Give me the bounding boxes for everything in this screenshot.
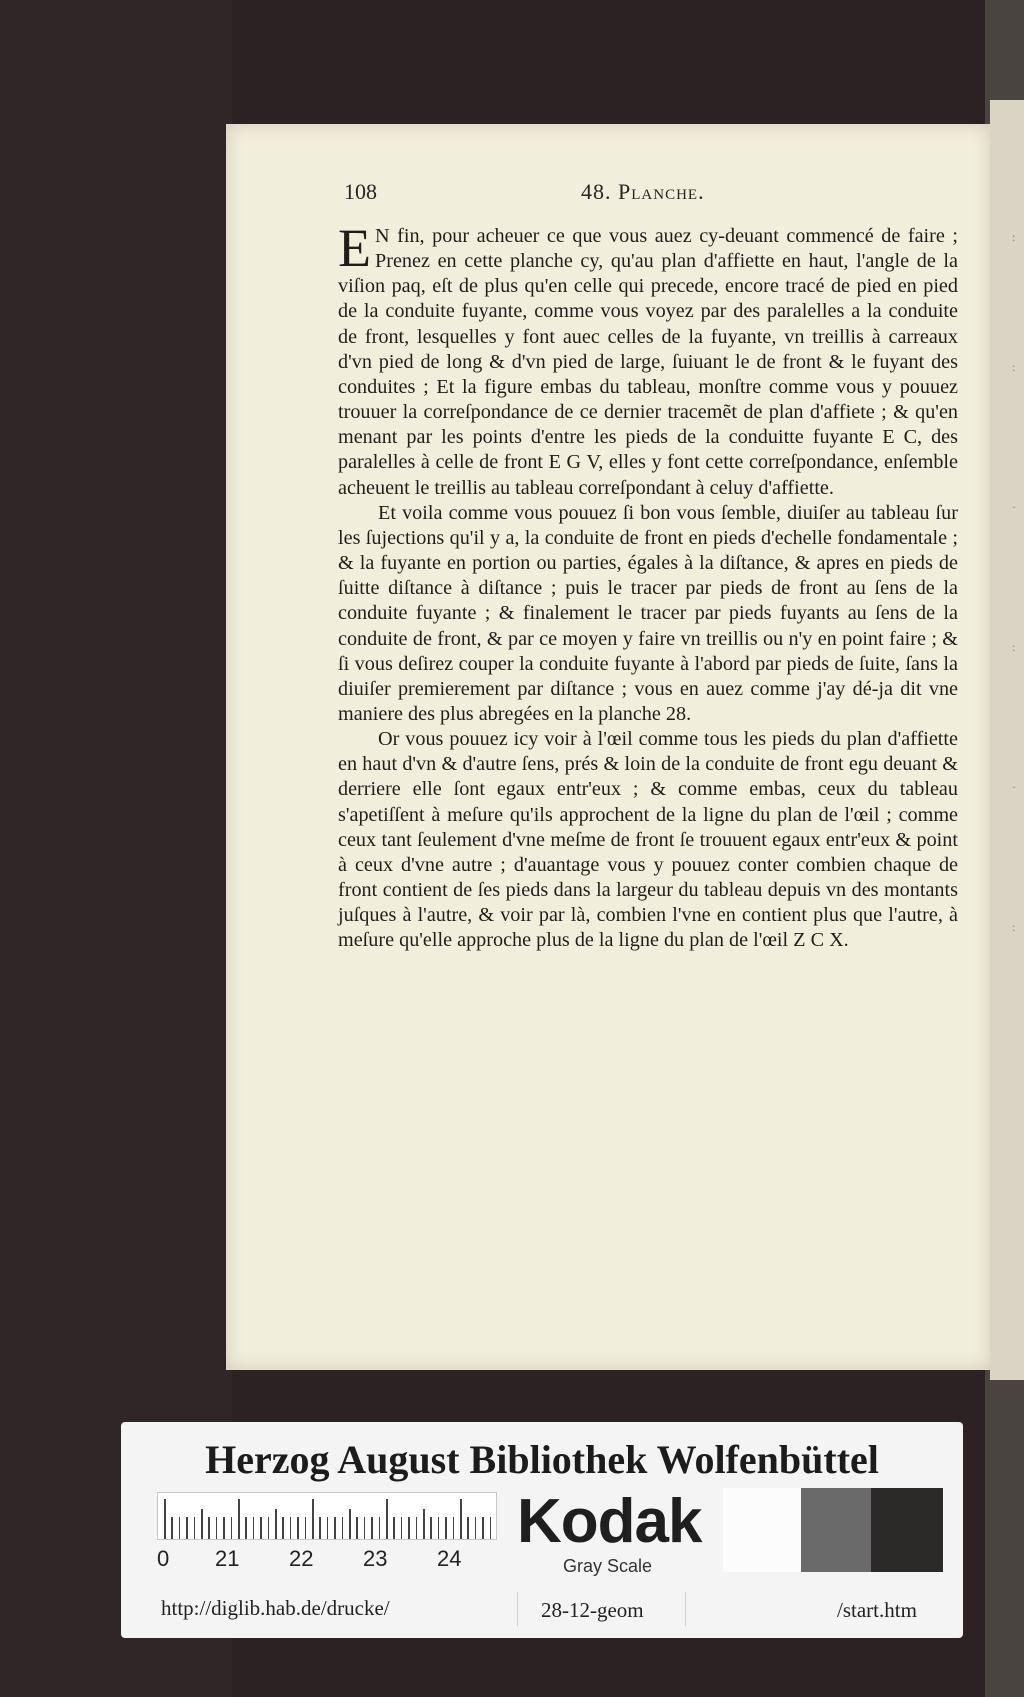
bleed-mark: :	[1012, 920, 1016, 934]
ruler-tick	[245, 1517, 247, 1539]
paragraph-1-text: N fin, pour acheuer ce que vous auez cy-deuant commencé de faire ; Prenez en cette planche cy, qu'au plan d'affiette en haut, l'angle de la viſion paq, eſt de plus qu'en celle qui precede, encore tracé de pied en pied de la conduite fuyante, comme vous voyez par des paralelles a la conduite de front, lesquelles y font auec celles de la fuyante, vn treillis à carreaux d'vn pied de long & d'vn pied de large, ſuiuant le de front & le fuyant des conduites ; Et la figure embas du tableau, monſtre comme vous y pouuez trouuer la correſpondance de ce dernier tracemẽt de plan d'affiete ; & qu'en menant par les points d'entre les pieds de la conduitte fuyante E C, des paralelles à celle de front E G V, elles y font cette correſpondance, enſemble acheuent le treillis au tableau correſpondant à celuy d'affiette.	[338, 225, 958, 499]
ruler-tick	[305, 1517, 307, 1539]
ruler-tick	[164, 1499, 166, 1539]
start-page-link[interactable]: /start.htm	[837, 1598, 917, 1622]
ruler-number: 0	[157, 1546, 170, 1571]
gray-scale-label: Gray Scale	[563, 1556, 653, 1576]
ruler-tick	[179, 1517, 181, 1539]
gray-swatch-dark	[871, 1488, 943, 1572]
ruler-tick	[297, 1517, 299, 1539]
ruler-tick	[445, 1517, 447, 1539]
ruler-tick	[290, 1517, 292, 1539]
library-name: Herzog August Bibliothek Wolfenbüttel	[205, 1437, 879, 1482]
bleed-mark: ·	[1012, 500, 1016, 514]
ruler-tick	[401, 1517, 403, 1539]
footer-divider	[685, 1592, 686, 1626]
ruler-tick	[393, 1517, 395, 1539]
ruler-tick	[460, 1499, 462, 1539]
ruler-tick	[349, 1509, 351, 1539]
bleed-mark: :	[1012, 230, 1016, 244]
ruler-numbers	[157, 1546, 497, 1574]
ruler-tick	[223, 1517, 225, 1539]
ruler-tick	[327, 1517, 329, 1539]
ruler-tick	[194, 1517, 196, 1539]
ruler-tick	[201, 1509, 203, 1539]
ruler-tick	[438, 1517, 440, 1539]
book-page	[226, 124, 990, 1370]
ruler-tick	[430, 1517, 432, 1539]
ruler-tick	[319, 1517, 321, 1539]
ruler-tick	[482, 1517, 484, 1539]
ruler-tick	[268, 1517, 270, 1539]
ruler-number: 21	[215, 1546, 240, 1571]
ruler-tick	[416, 1517, 418, 1539]
ruler-tick	[216, 1517, 218, 1539]
paragraph-1	[338, 218, 958, 501]
ruler-tick	[282, 1517, 284, 1539]
ruler-tick	[186, 1517, 188, 1539]
footer-divider	[517, 1592, 518, 1626]
ruler-tick	[371, 1517, 373, 1539]
ruler-tick	[379, 1517, 381, 1539]
ruler-number: 24	[437, 1546, 462, 1571]
gray-swatch-mid	[801, 1488, 871, 1572]
ruler-tick	[467, 1517, 469, 1539]
margin-bleed-marks	[1012, 220, 1024, 1070]
ruler-tick	[475, 1517, 477, 1539]
ruler-number: 22	[289, 1546, 314, 1571]
kodak-logo: Kodak	[517, 1487, 702, 1556]
ruler-tick	[386, 1499, 388, 1539]
ruler-tick	[231, 1517, 233, 1539]
library-target-card	[121, 1422, 963, 1638]
plate-title: 48. Planche.	[581, 179, 705, 204]
running-head	[344, 179, 944, 209]
ruler-tick	[253, 1517, 255, 1539]
bleed-mark: :	[1012, 640, 1016, 654]
bleed-mark: ·	[1012, 780, 1016, 794]
scale-ruler	[157, 1492, 497, 1540]
ruler-tick	[275, 1509, 277, 1539]
ruler-tick	[453, 1517, 455, 1539]
ruler-tick	[408, 1517, 410, 1539]
card-footer	[121, 1590, 963, 1630]
ruler-tick	[423, 1509, 425, 1539]
ruler-tick	[238, 1499, 240, 1539]
ruler-tick	[208, 1517, 210, 1539]
ruler-tick	[260, 1517, 262, 1539]
digital-library-url[interactable]: http://diglib.hab.de/drucke/	[161, 1596, 390, 1620]
ruler-tick	[171, 1517, 173, 1539]
ruler-tick	[356, 1517, 358, 1539]
page-number: 108	[344, 179, 377, 204]
ruler-tick	[334, 1517, 336, 1539]
ruler-tick	[312, 1499, 314, 1539]
ruler-tick	[490, 1517, 492, 1539]
bleed-mark: :	[1012, 360, 1016, 374]
paragraph-3: Or vous pouuez icy voir à l'œil comme tous les pieds du plan d'affiette en haut d'vn & d'autre ſens, prés & loin de la conduite de front egu deuant & derriere elle ſont egaux entr'eux ; & comme embas, ceux du tableau s'apetiſſent à meſure qu'ils approchent de la ligne du plan de l'œil ; comme ceux tant ſeulement d'vne meſme de front ſe trouuent egaux entr'eux & point à ceux d'vne autre ; d'auantage vous y pouuez conter combien chaque de front contient de ſes pieds dans la largeur du tableau depuis vn des montants juſques à l'autre, & voir par là, combien l'vne en contient plus que l'autre, à meſure qu'elle approche plus de la ligne du plan de l'œil Z C X.	[338, 728, 958, 952]
ruler-tick	[364, 1517, 366, 1539]
shelfmark: 28-12-geom	[541, 1598, 644, 1622]
gray-swatch-white	[723, 1488, 801, 1572]
body-text	[338, 218, 958, 954]
ruler-tick	[342, 1517, 344, 1539]
ruler-number: 23	[363, 1546, 388, 1571]
dropcap: E	[338, 218, 371, 278]
paragraph-2: Et voila comme vous pouuez ſi bon vous ſemble, diuiſer au tableau ſur les ſujections qu'il y a, la conduite de front en pieds d'echelle fondamentale ; & la fuyante en portion ou parties, égales à la diſtance, & apres en pieds de ſuitte diſtance à diſtance ; puis le tracer par pieds de front au ſens de la conduite fuyante ; & finalement le tracer par pieds fuyants au ſens de la conduite de front, & par ce moyen y faire vn treillis ou n'y en point faire ; & ſi vous deſirez couper la conduite fuyante à l'abord par pieds de ſuite, ſans la diuiſer premierement par diſtance ; vous en auez comme j'ay dé-ja dit vne maniere des plus abregées en la planche 28.	[338, 501, 958, 725]
